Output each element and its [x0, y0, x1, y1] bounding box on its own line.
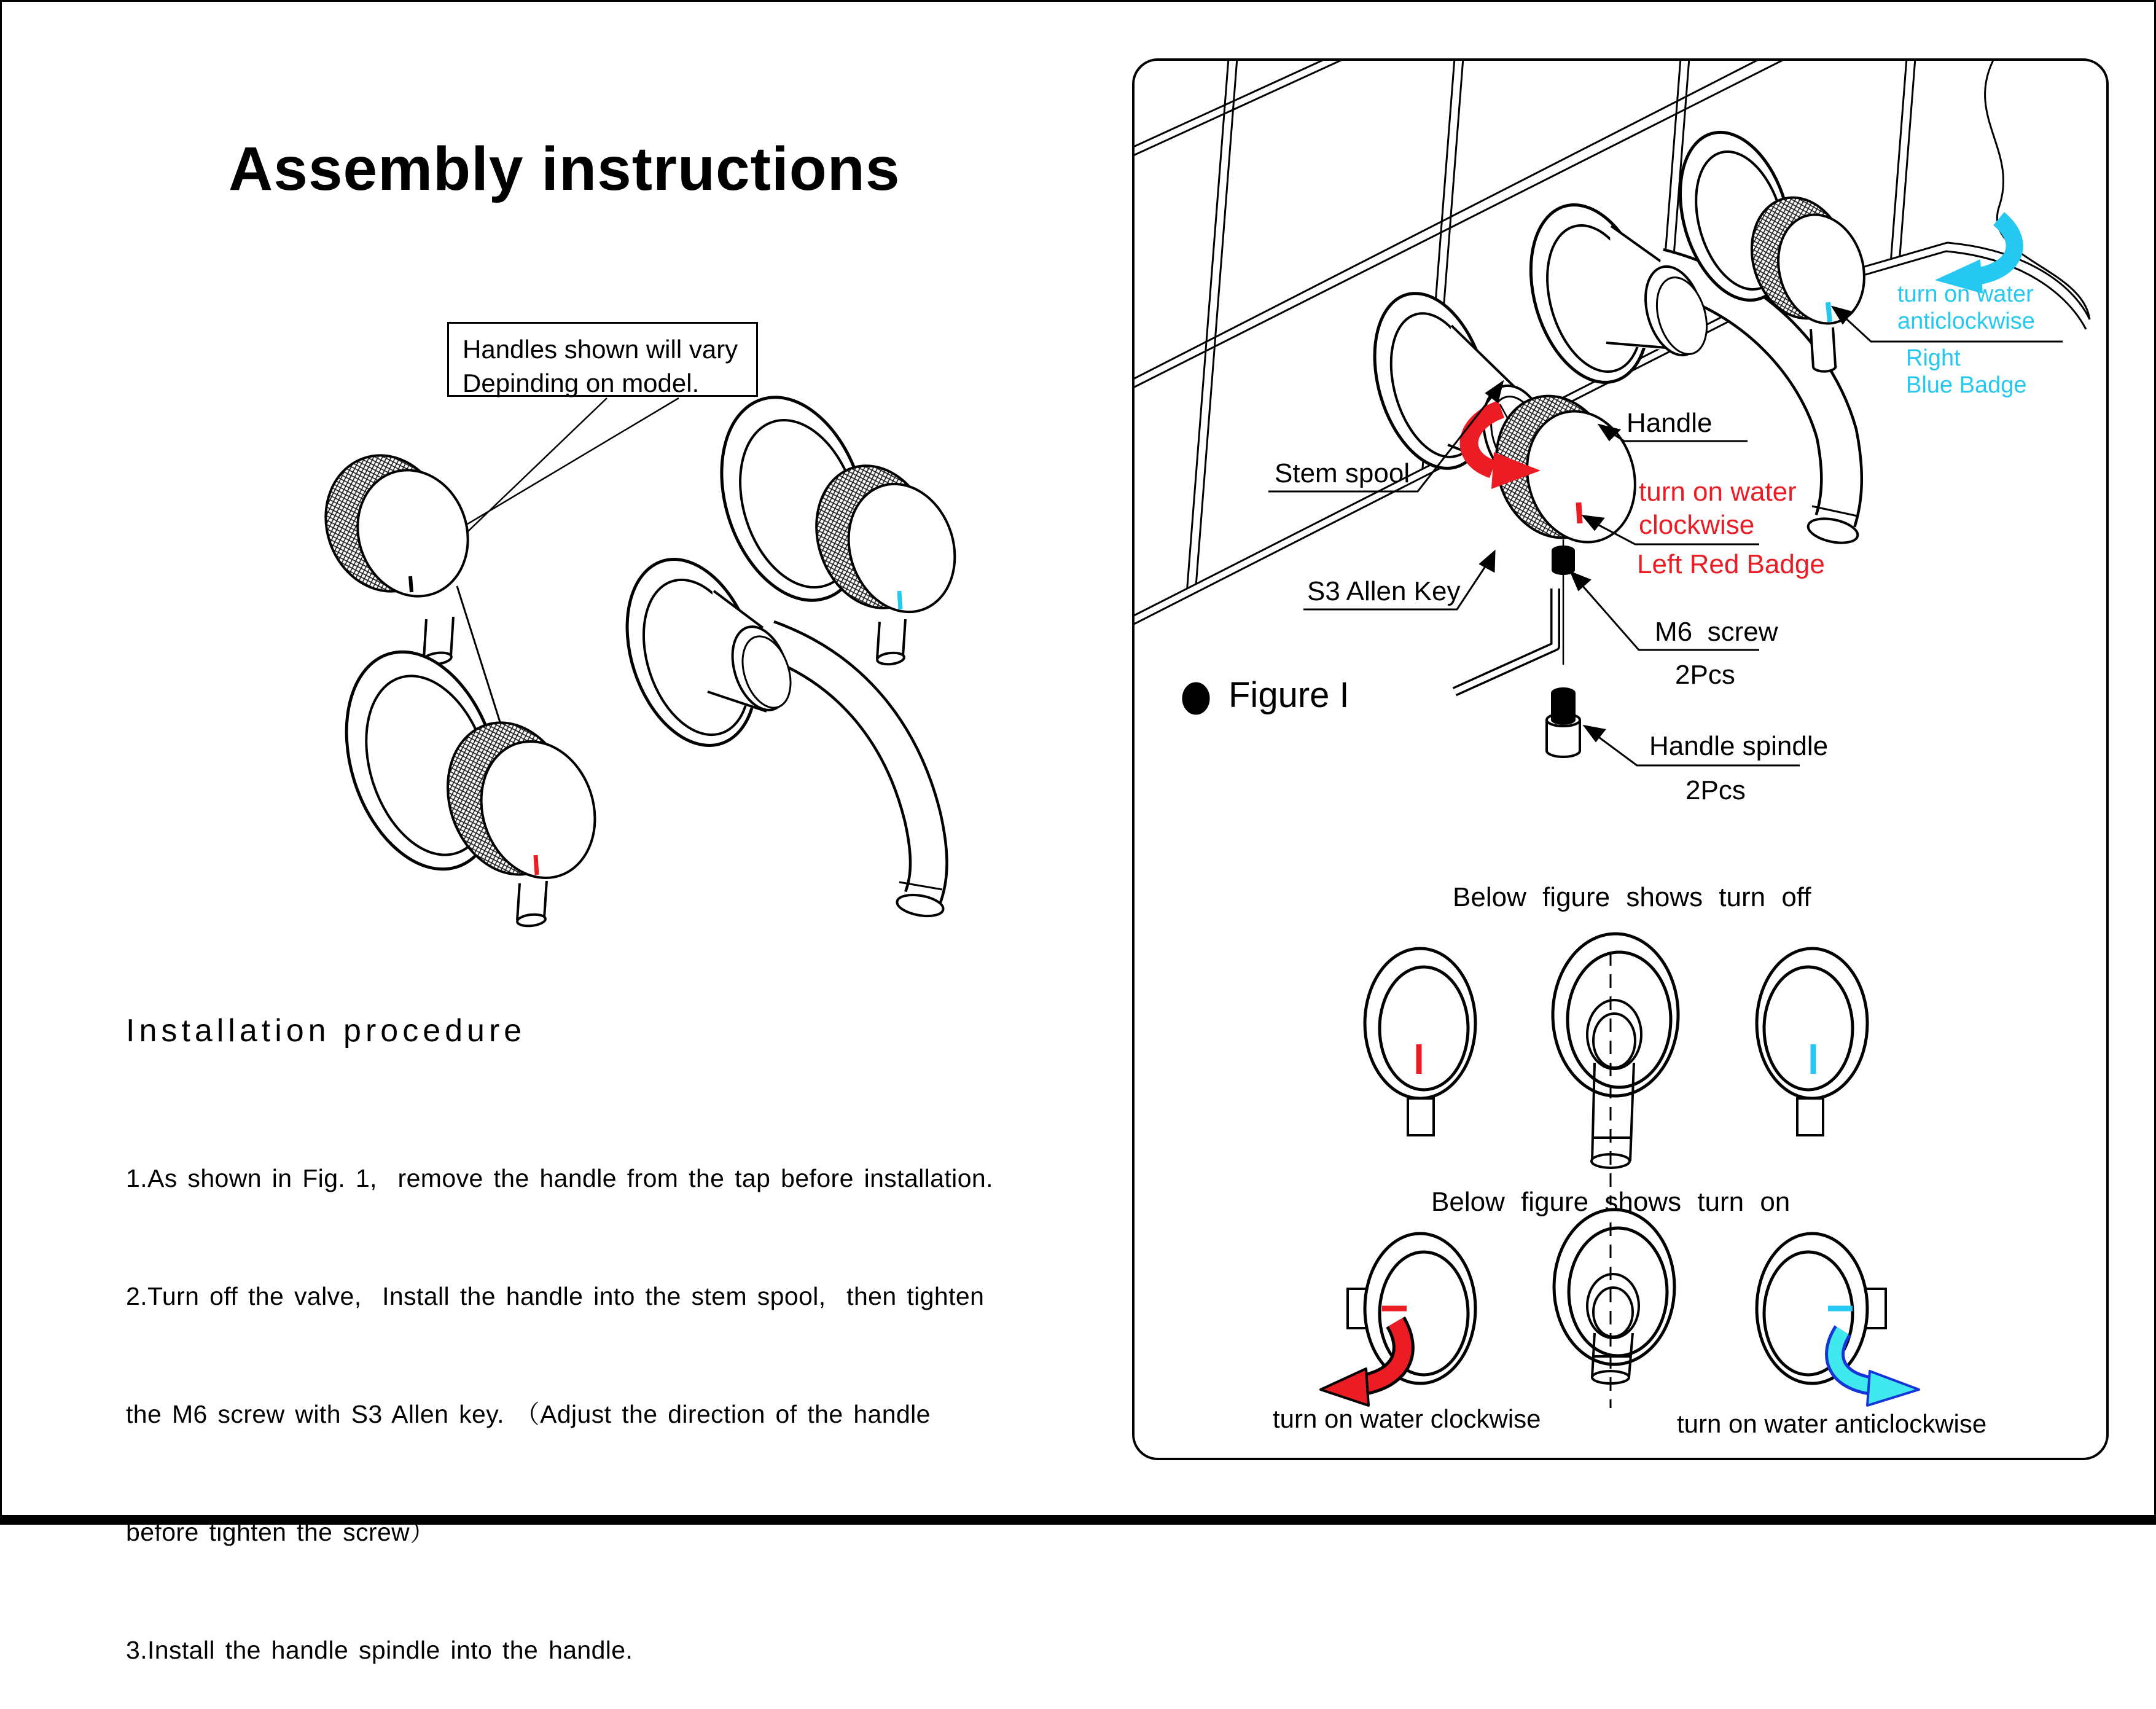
installation-steps	[126, 1080, 993, 1709]
label-spindle-qty: 2Pcs	[1685, 775, 1746, 805]
installation-procedure-heading: Installation procedure	[126, 1013, 526, 1049]
label-stem-spool: Stem spool	[1275, 458, 1410, 488]
step-line: 1.As shown in Fig. 1, remove the handle from the tap before installation.	[126, 1164, 993, 1192]
label-turn-anticlockwise-2: anticlockwise	[1897, 308, 2035, 334]
handles-vary-callout	[447, 322, 758, 397]
turn-on-heading: Below figure shows turn on	[1431, 1187, 1791, 1217]
label-turn-clockwise-2: clockwise	[1639, 510, 1755, 540]
overview-drawing	[308, 378, 971, 927]
label-handle-spindle: Handle spindle	[1649, 731, 1829, 761]
step-line: 2.Turn off the valve, Install the handle into the stem spool, then tighten	[126, 1282, 985, 1310]
label-turn-anticlockwise-1: turn on water	[1897, 281, 2034, 307]
figure1-caption: Figure I	[1228, 675, 1349, 715]
label-m6-qty: 2Pcs	[1675, 660, 1735, 690]
page-title: Assembly instructions	[228, 135, 900, 203]
turn-off-heading: Below figure shows turn off	[1453, 882, 1811, 912]
label-turn-clockwise-1: turn on water	[1639, 477, 1797, 507]
step-line: 3.Install the handle spindle into the handle.	[126, 1636, 633, 1664]
figure1-panel	[1132, 58, 2109, 1460]
label-right: Right	[1906, 345, 1961, 371]
label-handle: Handle	[1627, 408, 1713, 438]
label-m6-screw: M6 screw	[1655, 617, 1778, 647]
step-line: the M6 screw with S3 Allen key. （Adjust the direction of the handle	[126, 1400, 931, 1428]
label-left-red-badge: Left Red Badge	[1637, 549, 1825, 579]
caption-turn-anticlockwise: turn on water anticlockwise	[1677, 1409, 1987, 1438]
label-allen-key: S3 Allen Key	[1307, 576, 1461, 606]
callout-line2: Depinding on model.	[463, 369, 700, 398]
label-blue-badge: Blue Badge	[1906, 372, 2027, 398]
step-line: before tighten the screw）	[126, 1518, 435, 1546]
callout-line1: Handles shown will vary	[463, 335, 738, 364]
caption-turn-clockwise: turn on water clockwise	[1273, 1404, 1541, 1433]
